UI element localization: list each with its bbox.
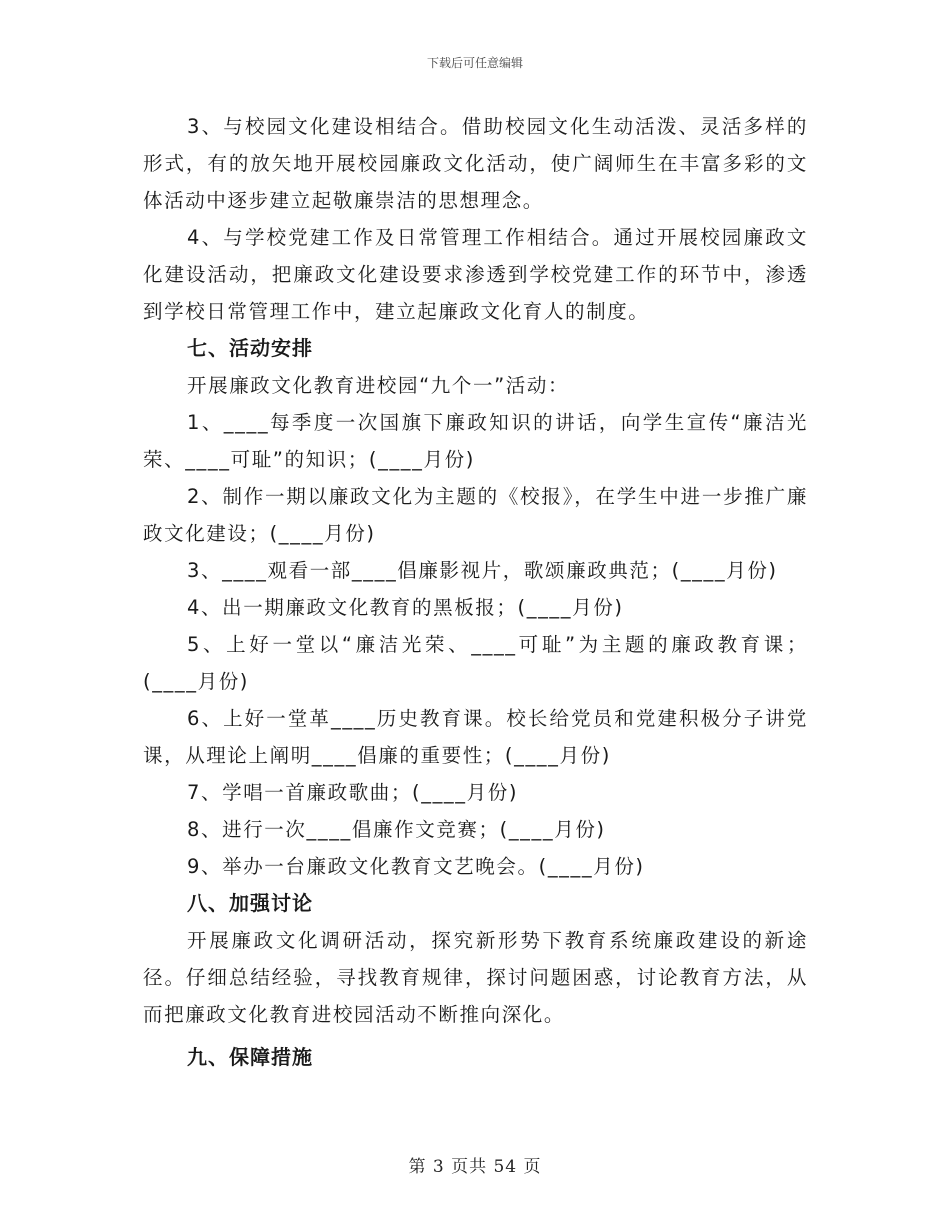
activity-item-6: 6、上好一堂革____历史教育课。校长给党员和党建积极分子讲党课，从理论上阐明____倡廉的重要性；(____月份) (143, 707, 808, 767)
activity-item-4: 4、出一期廉政文化教育的黑板报；(____月份) (187, 596, 624, 619)
page-header-note: 下载后可任意编辑 (426, 56, 523, 70)
activity-item-7: 7、学唱一首廉政歌曲；(____月份) (187, 781, 519, 804)
document-body (143, 108, 808, 1076)
activity-item-5: 5、上好一堂以“廉洁光荣、____可耻”为主题的廉政教育课；(____月份) (143, 633, 808, 693)
page-number: 第 3 页共 54 页 (408, 1157, 542, 1177)
activity-item-2: 2、制作一期以廉政文化为主题的《校报》，在学生中进一步推广廉政文化建设；(____月份) (143, 485, 808, 545)
section-heading-research: 八、加强讨论 (187, 891, 313, 915)
paragraph-party-building: 4、与学校党建工作及日常管理工作相结合。通过开展校园廉政文化建设活动，把廉政文化建设要求渗透到学校党建工作的环节中，渗透到学校日常管理工作中，建立起廉政文化育人的制度。 (143, 226, 808, 323)
paragraph-research: 开展廉政文化调研活动，探究新形势下教育系统廉政建设的新途径。仔细总结经验，寻找教育规律，探讨问题困惑，讨论教育方法，从而把廉政文化教育进校园活动不断推向深化。 (143, 929, 808, 1026)
activity-item-3: 3、____观看一部____倡廉影视片，歌颂廉政典范；(____月份) (187, 559, 778, 582)
section-heading-safeguards: 九、保障措施 (187, 1045, 313, 1069)
paragraph-campus-culture: 3、与校园文化建设相结合。借助校园文化生动活泼、灵活多样的形式，有的放矢地开展校园廉政文化活动，使广阔师生在丰富多彩的文体活动中逐步建立起敬廉崇洁的思想理念。 (143, 115, 808, 212)
activity-item-1: 1、____每季度一次国旗下廉政知识的讲话，向学生宣传“廉洁光荣、____可耻”的知识；(____月份) (143, 411, 808, 471)
activity-item-9: 9、举办一台廉政文化教育文艺晚会。(____月份) (187, 855, 645, 878)
activity-item-8: 8、进行一次____倡廉作文竞赛；(____月份) (187, 818, 606, 841)
section-heading-activities: 七、活动安排 (187, 336, 313, 360)
activities-intro: 开展廉政文化教育进校园“九个一”活动： (187, 374, 570, 397)
